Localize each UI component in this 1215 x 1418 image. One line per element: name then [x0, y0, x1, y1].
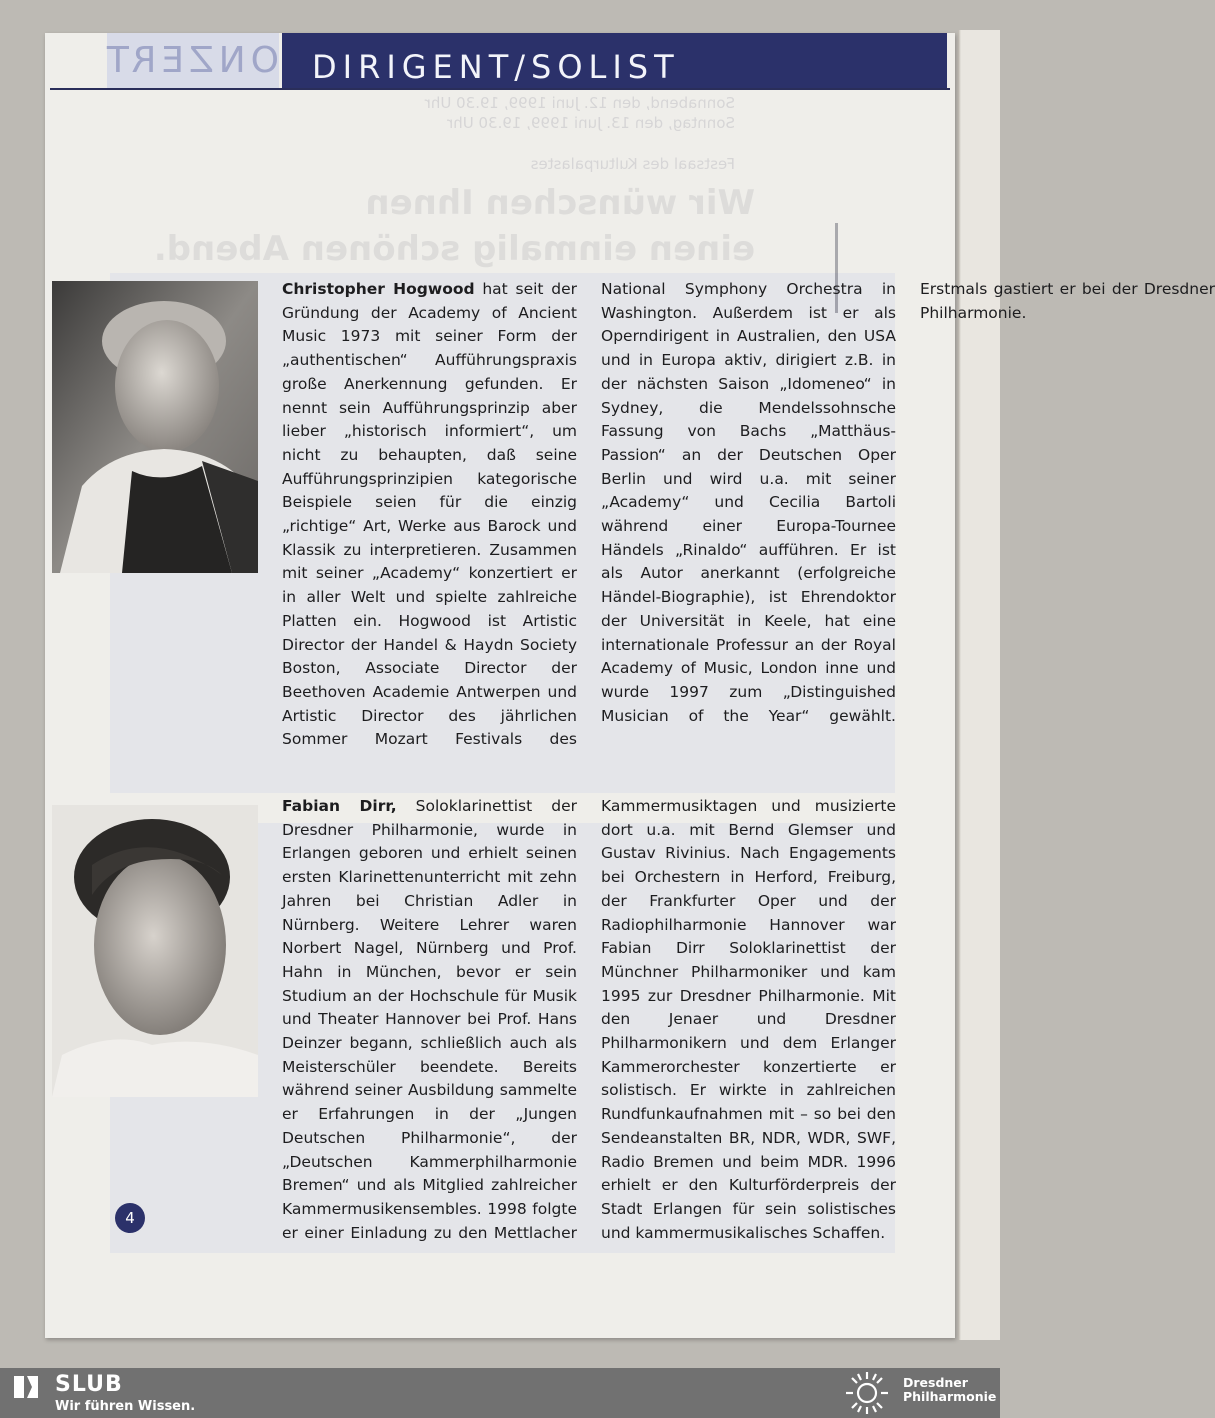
- bleed-through-slogan: Wir wünschen Ihnen einen einmalig schönen Abend.: [153, 183, 755, 269]
- dresdner-philharmonie-logo-icon: [842, 1370, 892, 1416]
- footer-bar: [0, 1368, 1000, 1418]
- header-rule: [50, 88, 950, 90]
- portrait-image: [52, 805, 258, 1097]
- adjacent-page-edge: [958, 30, 1000, 1340]
- slub-slogan: Wir führen Wissen.: [55, 1399, 196, 1414]
- bio-text: hat seit der Gründung der Academy of Ancient Music 1973 mit seiner Form der „authentischen“ Aufführungspraxis große Anerkennung gefunden. Er nennt sein Aufführungsprinzip aber lieber „historisch informiert“, um nicht zu behaupten, daß seine Aufführungsprinzipien kategorische Beispiele seien für die einzig „richtige“ Art, Werke aus Barock und Klassik zu interpretieren. Zusammen mit seiner „Academy“ konzertiert er in aller Welt und spielte zahlreiche Platten ein. Hogwood ist Artistic Director der Handel & Haydn Society Boston, Associate Director der Beethoven Academie Antwerpen und Artistic Director des jährlichen Sommer Mozart Festivals des National Symphony Orchestra in Washington. Außerdem ist er als Operndirigent in Australien, den USA und in Europa aktiv, dirigiert z.B. in der nächsten Saison „Idomeneo“ in Sydney, die Mendelssohnsche Fassung von Bachs „Matthäus-Passion“ an der Deutschen Oper Berlin und wird u.a. mit seiner „Academy“ und Cecilia Bartoli während einer Europa-Tournee Händels „Rinaldo“ aufführen. Er ist als Autor anerkannt (erfolgreiche Händel-Biographie), ist Ehrendoktor der Universität in Keele, hat eine internationale Professur an der Royal Academy of Music, London inne und wurde 1997 zum „Distinguished Musician of the Year“ gewählt. Erstmals gastiert er bei der Dresdner Philharmonie.: [282, 280, 1215, 749]
- page-number: 4: [115, 1203, 145, 1233]
- bleed-through-dates: Sonnabend, den 12. Juni 1999, 19.30 Uhr Sonntag, den 13. Juni 1999, 19.30 Uhr Festsaal des Kulturpalastes: [424, 94, 735, 173]
- bio-dirr: [282, 795, 896, 1275]
- wordmark-line-2: Philharmonie: [903, 1389, 997, 1404]
- dresdner-philharmonie-wordmark: [903, 1376, 996, 1404]
- program-page: [45, 33, 1215, 1338]
- portrait-photo-hogwood: [52, 281, 258, 573]
- bio-name: Christopher Hogwood: [282, 280, 475, 298]
- bio-name: Fabian Dirr,: [282, 797, 397, 815]
- slub-name: SLUB: [55, 1372, 123, 1397]
- section-title: DIRIGENT/SOLIST: [282, 33, 947, 88]
- bio-text: Soloklarinettist der Dresdner Philharmonie, wurde in Erlangen geboren und erhielt seinen ersten Klarinettenunterricht mit zehn Jahren bei Christian Adler in Nürnberg. Weitere Lehrer waren Norbert Nagel, Nürnberg und Prof. Hahn in München, bevor er sein Studium an der Hochschule für Musik und Theater Hannover bei Prof. Hans Deinzer begann, schließlich auch als Meisterschüler beendete. Bereits während seiner Ausbildung sammelte er Erfahrungen in der „Jungen Deutschen Philharmonie“, der „Deutschen Kammerphilharmonie Bremen“ und als Mitglied zahlreicher Kammermusikensembles. 1998 folgte er einer Einladung zu den Mettlacher Kammermusiktagen und musizierte dort u.a. mit Bernd Glemser und Gustav Rivinius. Nach Engagements bei Orchestern in Herford, Freiburg, der Frankfurter Oper und der Radiophilharmonie Hannover war Fabian Dirr Soloklarinettist der Münchner Philharmoniker und kam 1995 zur Dresdner Philharmonie. Mit den Jenaer und Dresdner Philharmonikern und dem Erlanger Kammerorchester konzertierte er solistisch. Er wirkte in zahlreichen Rundfunkaufnahmen mit – so bei den Sendeanstalten BR, NDR, WDR, SWF, Radio Bremen und beim MDR. 1996 erhielt er den Kulturförderpreis der Stadt Erlangen für sein solistisches und kammermusikalisches Schaffen.: [282, 797, 896, 1242]
- header-ghost-label: ONZERT: [107, 33, 279, 88]
- slub-logo-icon: [12, 1374, 40, 1400]
- bio-hogwood: [282, 278, 1215, 758]
- wordmark-line-1: Dresdner: [903, 1375, 968, 1390]
- portrait-photo-dirr: [52, 805, 258, 1097]
- portrait-image: [52, 281, 258, 573]
